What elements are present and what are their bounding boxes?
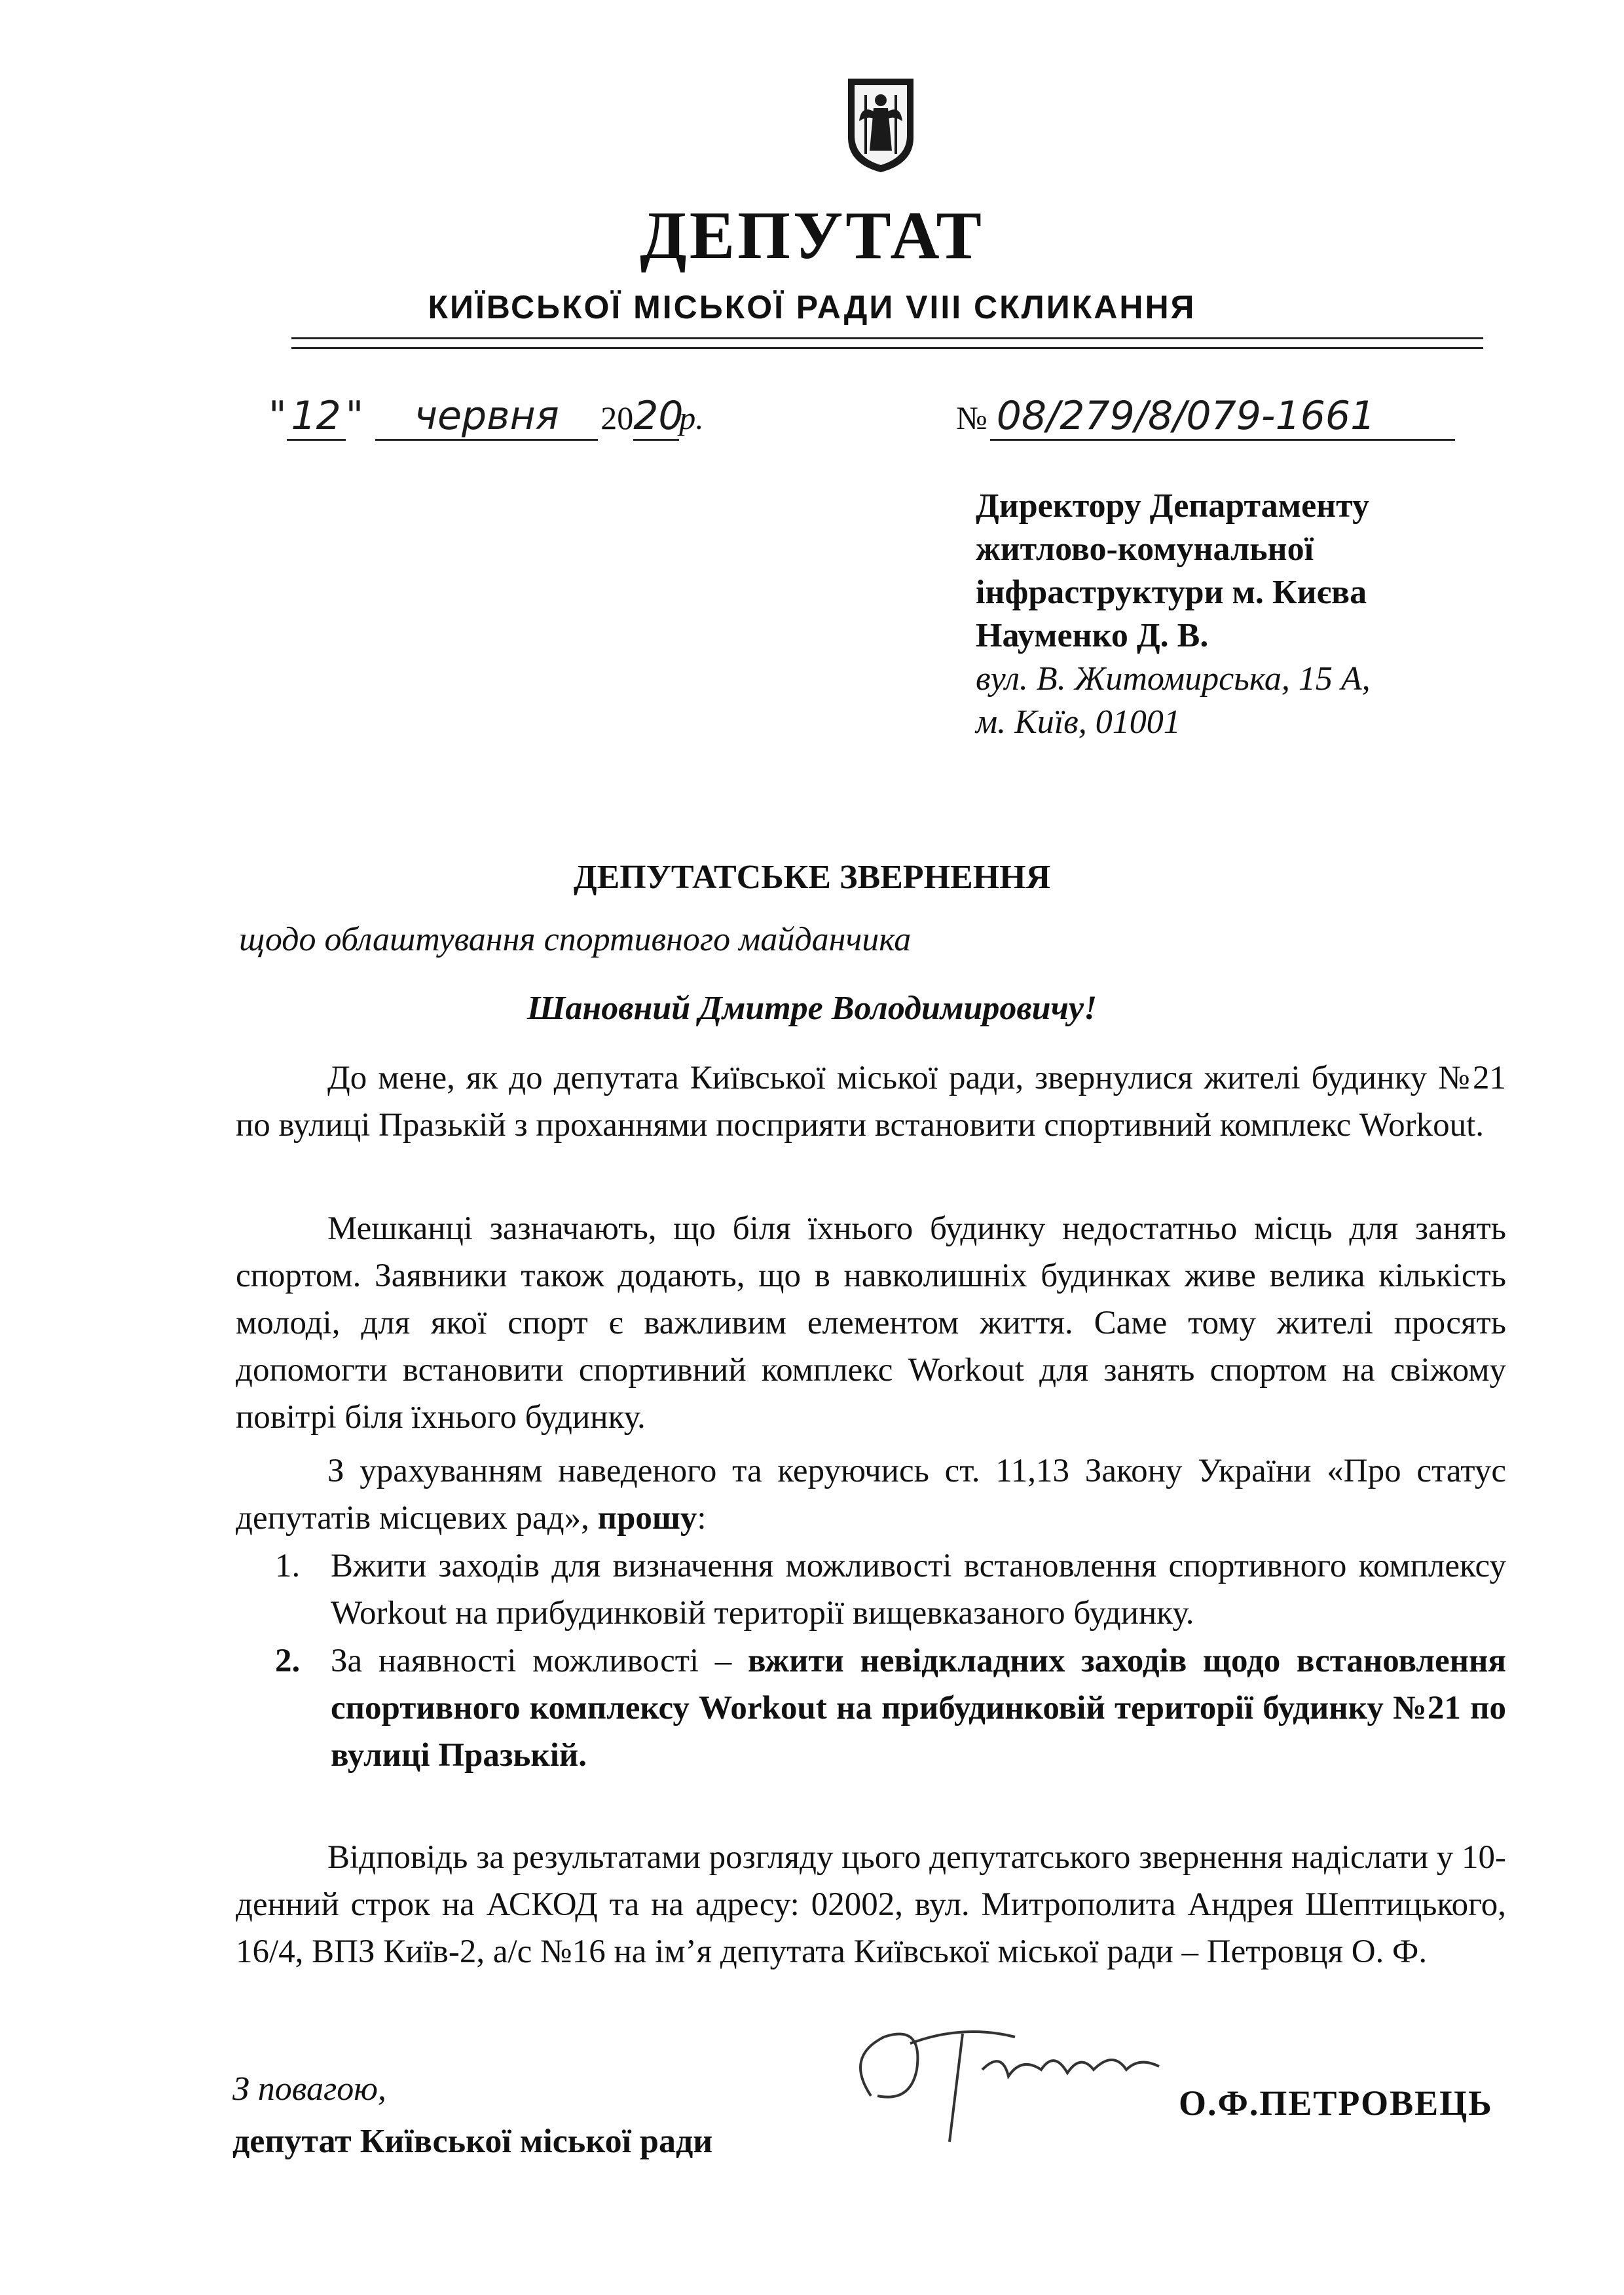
signatory-name: О.Ф.ПЕТРОВЕЦЬ (1179, 2083, 1493, 2123)
salutation: Шановний Дмитре Володимировичу! (526, 990, 1098, 1027)
paragraph-1-text: До мене, як до депутата Київської міської ради, звернулися жителі будинку №21 по вулиці Празькій з проханнями посприяти встановити спортивний комплекс Workout. (236, 1060, 1506, 1144)
date-month: червня (375, 393, 598, 441)
registration-number (956, 393, 1455, 441)
header-divider (291, 337, 1483, 339)
handwritten-signature (832, 1998, 1225, 2155)
paragraph-1 (236, 1054, 1506, 1149)
date-open-quote: " (268, 393, 287, 439)
addressee-street: вул. В. Житомирська, 15 А, (976, 660, 1371, 698)
paragraph-3-end: : (697, 1500, 707, 1537)
addressee-line: інфраструктури м. Києва (976, 574, 1367, 611)
paragraph-2 (236, 1205, 1506, 1441)
request-item-2-plain: За наявності можливості – (331, 1643, 732, 1679)
request-item-1-text: Вжити заходів для визначення можливості встановлення спортивного комплексу Workout на прибудинковій території вищевказаного будинку. (331, 1548, 1506, 1632)
addressee-block (976, 485, 1565, 744)
date-line (268, 393, 704, 441)
addressee-city: м. Київ, 01001 (976, 703, 1181, 741)
paragraph-3-bold: прошу (597, 1500, 697, 1537)
request-item-2-bold: вжити невідкладних заходів щодо встановлення спортивного комплексу Workout на прибудинковій території будинку №21 по вулиці Празькій. (331, 1643, 1506, 1774)
date-year-prefix: 20 (600, 400, 634, 436)
request-item-1 (275, 1542, 1506, 1637)
date-close-quote: " (345, 393, 364, 439)
paragraph-3-text: З урахуванням наведеного та керуючись ст. 11,13 Закону України «Про статус депутатів місцевих рад», (236, 1453, 1506, 1537)
request-item-2-number: 2. (275, 1643, 301, 1679)
request-item-2 (275, 1637, 1506, 1779)
header-divider-2 (291, 347, 1483, 349)
reg-number-sign: № (956, 400, 987, 436)
header-title: ДЕПУТАТ (640, 198, 984, 273)
header-subtitle: КИЇВСЬКОЇ МІСЬКОЇ РАДИ VIII СКЛИКАННЯ (428, 289, 1196, 326)
date-day: 12 (287, 393, 346, 441)
response-paragraph (236, 1834, 1506, 1975)
response-paragraph-text: Відповідь за результатами розгляду цього депутатського звернення надіслати у 10-денний строк на АСКОД та на адресу: 02002, вул. Митрополита Андрея Шептицького, 16/4, ВПЗ Київ-2, а/с №16 на ім’я депутата Київської міської ради – Петровця О. Ф. (236, 1839, 1506, 1970)
document-subject: щодо облаштування спортивного майданчика (239, 921, 912, 958)
closing-regards: З повагою, (232, 2070, 386, 2108)
addressee-name: Науменко Д. В. (976, 617, 1209, 654)
request-item-1-number: 1. (275, 1548, 301, 1584)
kyiv-coat-of-arms-icon (845, 75, 917, 174)
date-suffix: р. (679, 400, 704, 436)
addressee-line: Директору Департаменту (976, 487, 1369, 525)
addressee-line: житлово-комунальної (976, 531, 1314, 568)
date-year-suffix: 20 (633, 393, 679, 441)
paragraph-2-text: Мешканці зазначають, що біля їхнього будинку недостатньо місць для занять спортом. Заявники також додають, що в навколишніх будинках живе велика кількість молоді, для якої спорт є важливим елементом життя. Саме тому жителі просять допомогти встановити спортивний комплекс Workout для занять спортом на свіжому повітрі біля їхнього будинку. (236, 1210, 1506, 1436)
closing-position: депутат Київської міської ради (232, 2123, 713, 2160)
paragraph-3 (236, 1447, 1506, 1542)
reg-number-value: 08/279/8/079-1661 (990, 393, 1455, 441)
document-title: ДЕПУТАТСЬКЕ ЗВЕРНЕННЯ (573, 859, 1051, 896)
